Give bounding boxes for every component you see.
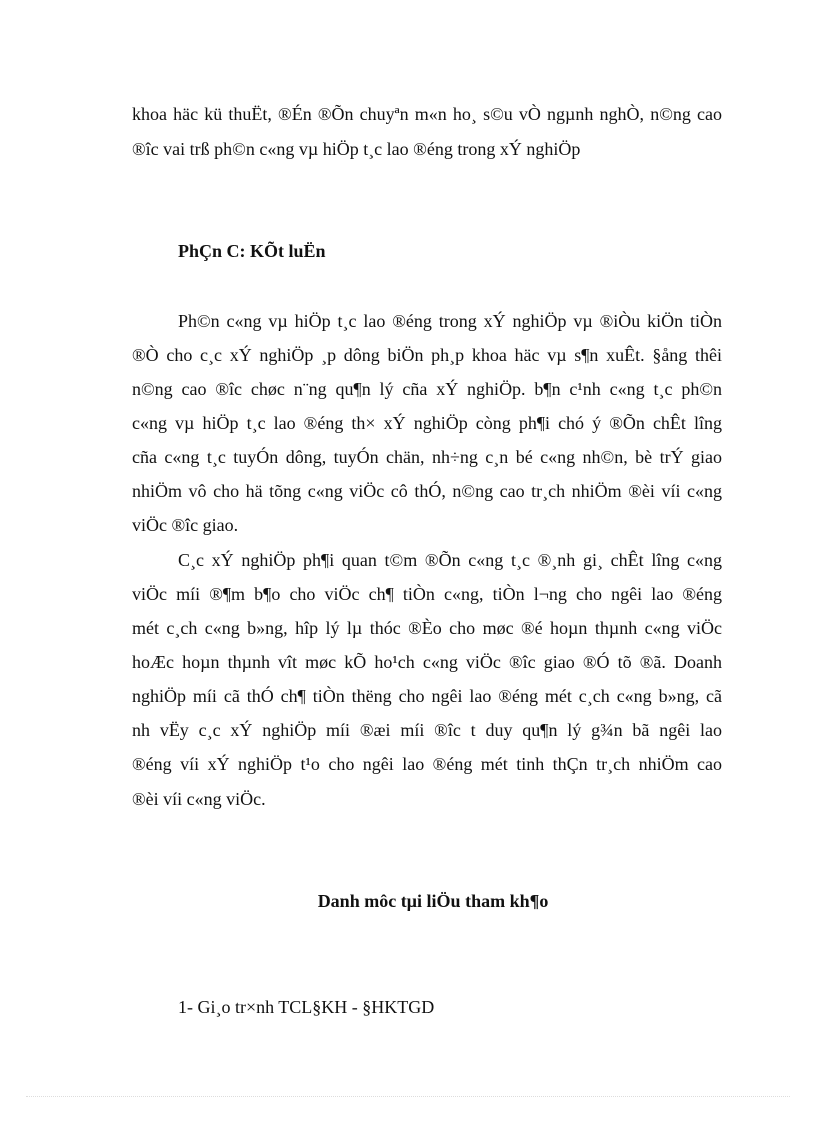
- paragraph-line: ®èi víi c«ng viÖc.: [132, 789, 266, 809]
- intro-line: ®îc vai trß ph©n c«ng vµ hiÖp t¸c lao ®éng trong xÝ nghiÖp: [132, 139, 581, 159]
- paragraph-line: c«ng vµ hiÖp t¸c lao ®éng th× xÝ nghiÖp còng ph¶i chó ý ®Õn chÊt lîng: [132, 413, 722, 433]
- paragraph-line: viÖc ®îc giao.: [132, 515, 239, 535]
- paragraph-line: hoÆc hoµn thµnh vît møc kÕ ho¹ch c«ng viÖc ®îc giao ®Ó tõ ®ã. Doanh: [132, 652, 722, 672]
- references-heading: Danh môc tµi liÖu tham kh¶o: [317, 891, 549, 911]
- paragraph-line: ®éng víi xÝ nghiÖp t¹o cho ngêi lao ®éng mét tinh thÇn tr¸ch nhiÖm cao: [132, 754, 722, 774]
- section-heading: PhÇn C: KÕt luËn: [178, 241, 326, 261]
- paragraph-line: C¸c xÝ nghiÖp ph¶i quan t©m ®Õn c«ng t¸c ®¸nh gi¸ chÊt lîng c«ng: [178, 550, 722, 570]
- paragraph-line: cña c«ng t¸c tuyÓn dông, tuyÓn chän, nh÷ng c¸n bé c«ng nh©n, bè trÝ giao: [132, 447, 722, 467]
- paragraph-line: n©ng cao ®îc chøc n¨ng qu¶n lý cña xÝ nghiÖp. b¶n c¹nh c«ng t¸c ph©n: [132, 379, 722, 399]
- paragraph-line: nhiÖm vô cho hä tõng c«ng viÖc cô thÓ, n©ng cao tr¸ch nhiÖm ®èi víi c«ng: [132, 481, 722, 501]
- page-bottom-rule: [26, 1096, 790, 1097]
- paragraph-line: ®Ò cho c¸c xÝ nghiÖp ¸p dông biÖn ph¸p khoa häc vµ s¶n xuÊt. §ång thêi: [132, 345, 722, 365]
- intro-line: khoa häc kü thuËt, ®Én ®Õn chuyªn m«n ho¸ s©u vÒ ngµnh nghÒ, n©ng cao: [132, 104, 722, 124]
- paragraph-line: nh vËy c¸c xÝ nghiÖp míi ®æi míi ®îc t duy qu¶n lý g¾n bã ngêi lao: [132, 720, 722, 740]
- paragraph-line: nghiÖp míi cã thÓ ch¶ tiÒn thëng cho ngêi lao ®éng mét c¸ch c«ng b»ng, cã: [132, 686, 722, 706]
- paragraph-line: mét c¸ch c«ng b»ng, hîp lý lµ thóc ®Èo cho møc ®é hoµn thµnh c«ng viÖc: [132, 618, 722, 638]
- paragraph-line: viÖc míi ®¶m b¶o cho viÖc ch¶ tiÒn c«ng, tiÒn l¬ng cho ngêi lao ®éng: [132, 584, 722, 604]
- reference-item: 1- Gi¸o tr×nh TCL§KH - §HKTGD: [178, 997, 435, 1017]
- paragraph-line: Ph©n c«ng vµ hiÖp t¸c lao ®éng trong xÝ nghiÖp vµ ®iÒu kiÖn tiÒn: [178, 311, 722, 331]
